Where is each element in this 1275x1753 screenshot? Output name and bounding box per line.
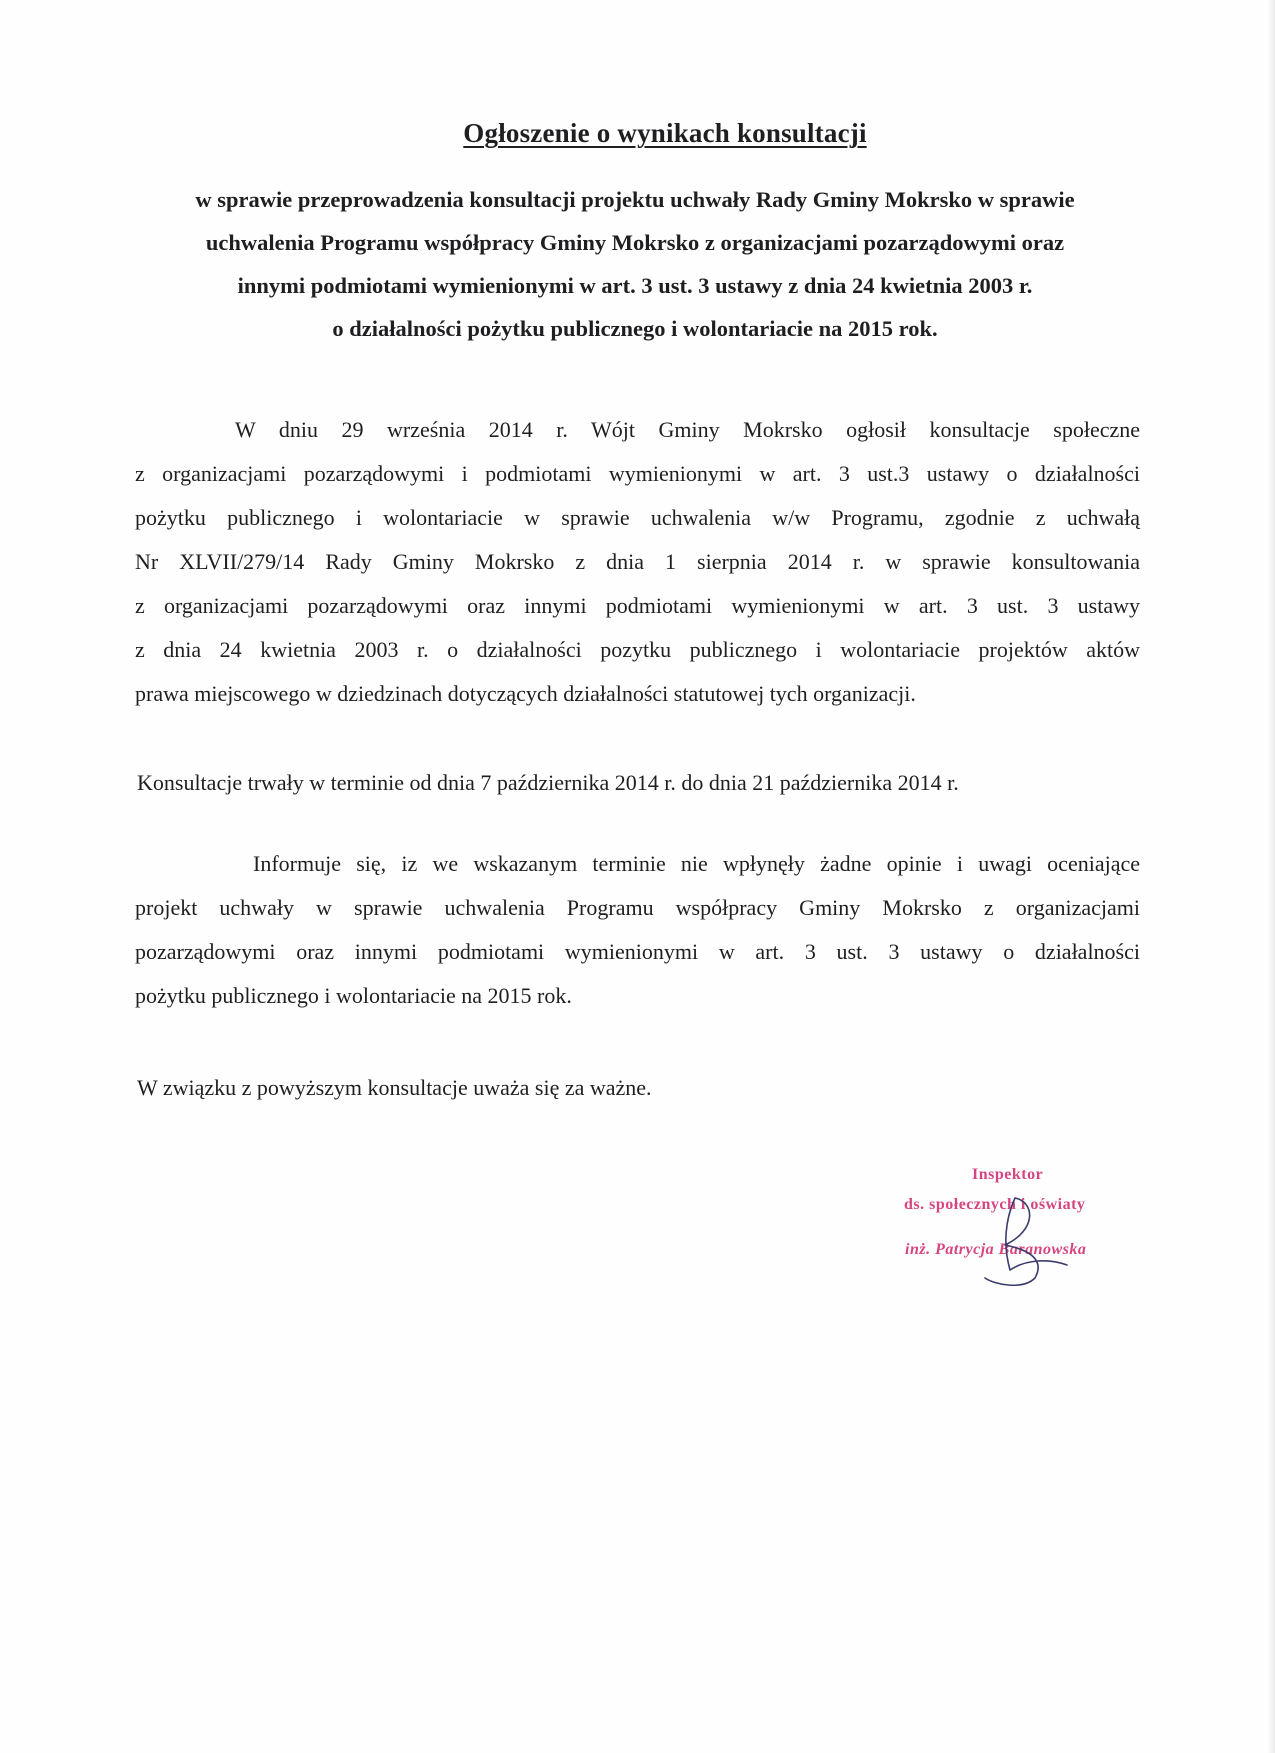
stamp-line-department: ds. społecznych i oświaty xyxy=(904,1196,1086,1213)
paragraph-line: W dniu 29 września 2014 r. Wójt Gminy Mokrsko ogłosił konsultacje społeczne xyxy=(235,417,1140,442)
subtitle-line: w sprawie przeprowadzenia konsultacji projektu uchwały Rady Gminy Mokrsko w sprawie xyxy=(195,187,1075,212)
paragraph-line: pożytku publicznego i wolontariacie w sprawie uchwalenia w/w Programu, zgodnie z uchwałą xyxy=(135,505,1140,530)
subtitle-line: innymi podmiotami wymienionymi w art. 3 ust. 3 ustawy z dnia 24 kwietnia 2003 r. xyxy=(237,273,1033,298)
document-title-text: Ogłoszenie o wynikach konsultacji xyxy=(463,118,867,148)
paragraph-duration: Konsultacje trwały w terminie od dnia 7 października 2014 r. do dnia 21 października 2014 r. xyxy=(137,770,959,795)
paragraph-conclusion: W związku z powyższym konsultacje uważa się za ważne. xyxy=(137,1075,652,1100)
document-subtitle xyxy=(130,178,1140,350)
handwritten-signature xyxy=(975,1190,1075,1300)
subtitle-line: uchwalenia Programu współpracy Gminy Mokrsko z organizacjami pozarządowymi oraz xyxy=(205,230,1065,255)
paragraph-line: z organizacjami pozarządowymi oraz innymi podmiotami wymienionymi w art. 3 ust. 3 ustawy xyxy=(135,593,1140,618)
paragraph-line: prawa miejscowego w dziedzinach dotyczących działalności statutowej tych organizacji. xyxy=(135,681,916,706)
paragraph-announcement xyxy=(135,408,1140,716)
paragraph-line: pozarządowymi oraz innymi podmiotami wymienionymi w art. 3 ust. 3 ustawy o działalności xyxy=(135,939,1140,964)
paragraph-line: z organizacjami pozarządowymi i podmiotami wymienionymi w art. 3 ust.3 ustawy o działalności xyxy=(135,461,1140,486)
stamp-line-name: inż. Patrycja Baranowska xyxy=(905,1241,1087,1258)
paragraph-line: pożytku publicznego i wolontariacie na 2015 rok. xyxy=(135,983,572,1008)
paragraph-line: Informuje się, iz we wskazanym terminie nie wpłynęły żadne opinie i uwagi oceniające xyxy=(253,851,1140,876)
scan-edge-shadow xyxy=(1267,0,1275,1753)
paragraph-result xyxy=(135,842,1140,1018)
paragraph-line: z dnia 24 kwietnia 2003 r. o działalności pozytku publicznego i wolontariacie projektów aktów xyxy=(135,637,1140,662)
document-title xyxy=(0,118,1275,149)
stamp-line-position: Inspektor xyxy=(972,1166,1044,1183)
paragraph-line: Nr XLVII/279/14 Rady Gminy Mokrsko z dnia 1 sierpnia 2014 r. w sprawie konsultowania xyxy=(135,549,1140,574)
subtitle-line: o działalności pożytku publicznego i wolontariacie na 2015 rok. xyxy=(332,316,938,341)
paragraph-line: projekt uchwały w sprawie uchwalenia Programu współpracy Gminy Mokrsko z organizacjami xyxy=(135,895,1140,920)
